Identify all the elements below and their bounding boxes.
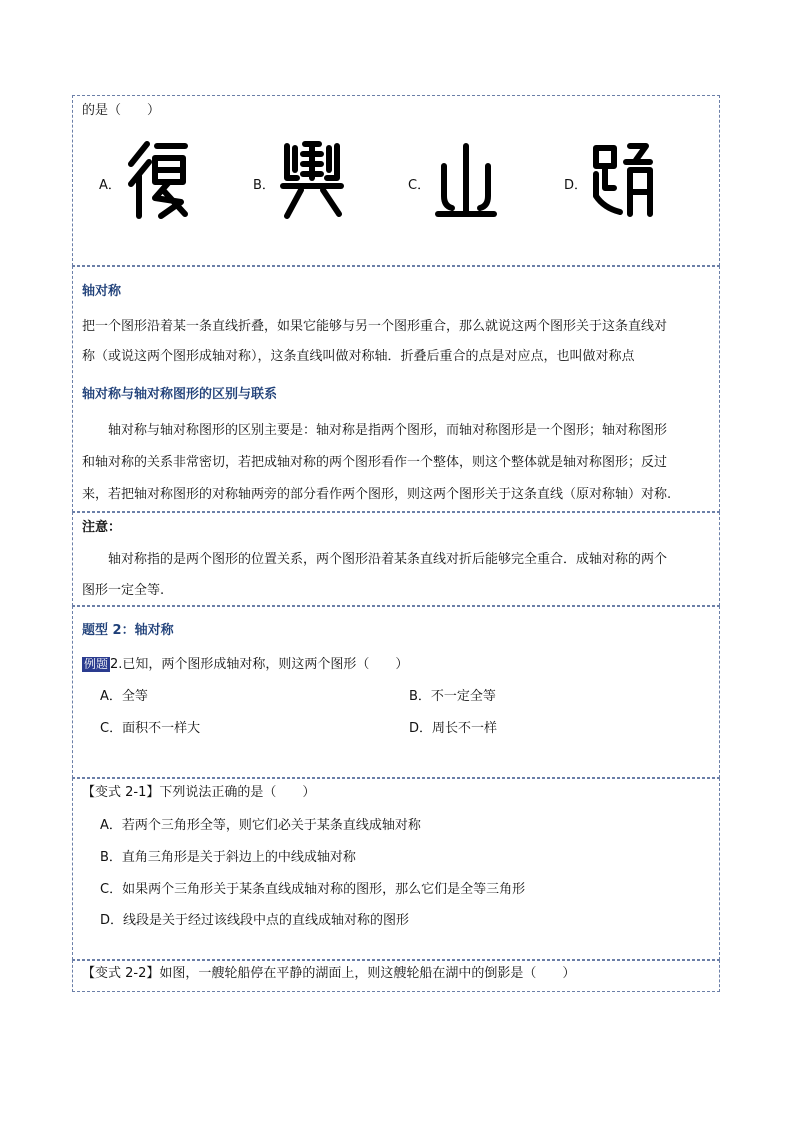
example-2-question: 2.已知，两个图形成轴对称，则这两个图形（ ） — [110, 657, 409, 672]
variant-2-1-option-a: A．若两个三角形全等，则它们必关于某条直线成轴对称 — [100, 818, 421, 833]
variant-2-2-stem: 【变式 2-2】如图，一艘轮船停在平静的湖面上，则这艘轮船在湖中的倒影是（ ） — [82, 966, 576, 981]
option-c-seal-glyph — [434, 142, 498, 224]
concept-paragraph-line-2: 和轴对称的关系非常密切，若把成轴对称的两个图形看作一个整体，则这个整体就是轴对称图形；反过 — [82, 455, 668, 470]
variant-2-1-option-c: C．如果两个三角形关于某条直线成轴对称的图形，那么它们是全等三角形 — [100, 882, 526, 897]
example-2-option-b: B．不一定全等 — [409, 689, 496, 704]
option-a-label: A． — [99, 178, 121, 193]
option-b-label: B． — [253, 178, 275, 193]
variant-2-1-box — [72, 778, 720, 960]
concept-heading: 轴对称 — [82, 284, 122, 299]
option-d-label: D． — [564, 178, 588, 193]
example-tag: 例题 — [84, 657, 109, 671]
note-line-1: 轴对称指的是两个图形的位置关系，两个图形沿着某条直线对折后能够完全重合．成轴对称的两个 — [108, 552, 668, 567]
question-1-tail: 的是（ ） — [82, 103, 161, 118]
option-a-seal-glyph — [125, 138, 189, 224]
option-b-seal-glyph — [279, 138, 345, 224]
type-2-heading: 题型 2：轴对称 — [82, 623, 174, 638]
concept-line-1: 把一个图形沿着某一条直线折叠，如果它能够与另一个图形重合，那么就说这两个图形关于这条直线对 — [82, 319, 668, 334]
option-d-seal-glyph — [590, 140, 656, 226]
option-c-label: C． — [408, 178, 431, 193]
concept-paragraph-line-3: 来，若把轴对称图形的对称轴两旁的部分看作两个图形，则这两个图形关于这条直线（原对称轴）对称. — [82, 487, 672, 502]
variant-2-1-stem: 【变式 2-1】下列说法正确的是（ ） — [82, 785, 316, 800]
variant-2-1-option-b: B．直角三角形是关于斜边上的中线成轴对称 — [100, 850, 356, 865]
concept-paragraph-line-1: 轴对称与轴对称图形的区别主要是：轴对称是指两个图形，而轴对称图形是一个图形；轴对称图形 — [108, 423, 668, 438]
example-2-option-c: C．面积不一样大 — [100, 721, 201, 736]
concept-line-2: 称（或说这两个图形成轴对称），这条直线叫做对称轴．折叠后重合的点是对应点，也叫做对称点 — [82, 349, 635, 364]
note-heading: 注意： — [82, 520, 122, 535]
concept-heading-2: 轴对称与轴对称图形的区别与联系 — [82, 387, 278, 402]
note-line-2: 图形一定全等. — [82, 583, 165, 598]
variant-2-1-option-d: D．线段是关于经过该线段中点的直线成轴对称的图形 — [100, 913, 410, 928]
example-2-option-d: D．周长不一样 — [409, 721, 498, 736]
example-2-option-a: A．全等 — [100, 689, 148, 704]
example-2-stem — [82, 656, 408, 674]
